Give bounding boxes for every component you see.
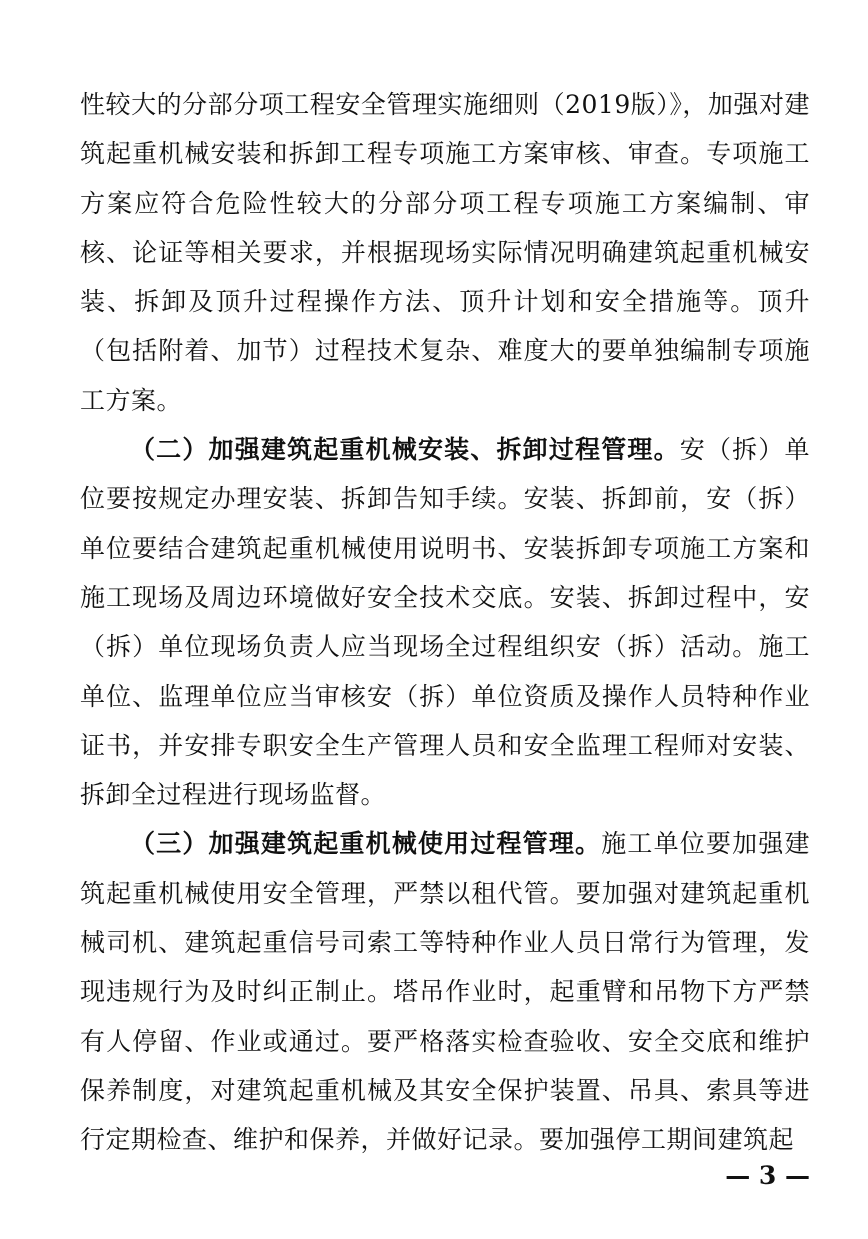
body-text <box>80 80 810 1165</box>
paragraph-3-heading: （三）加强建筑起重机械使用过程管理。 <box>130 829 602 859</box>
paragraph-2-heading: （二）加强建筑起重机械安装、拆卸过程管理。 <box>130 435 680 465</box>
page-number: — 3 — <box>725 1161 810 1190</box>
paragraph-1 <box>80 80 810 425</box>
paragraph-2 <box>80 425 810 819</box>
paragraph-1-text: 性较大的分部分项工程安全管理实施细则（2019版）》，加强对建筑起重机械安装和拆卸工程专项施工方案审核、审查。专项施工方案应符合危险性较大的分部分项工程专项施工方案编制、审核、论证等相关要求，并根据现场实际情况明确建筑起重机械安装、拆卸及顶升过程操作方法、顶升计划和安全措施等。顶升（包括附着、加节）过程技术复杂、难度大的要单独编制专项施工方案。 <box>80 90 810 415</box>
paragraph-3-text: 施工单位要加强建筑起重机械使用安全管理，严禁以租代管。要加强对建筑起重机械司机、建筑起重信号司索工等特种作业人员日常行为管理，发现违规行为及时纠正制止。塔吊作业时，起重臂和吊物下方严禁有人停留、作业或通过。要严格落实检查验收、安全交底和维护保养制度，对建筑起重机械及其安全保护装置、吊具、索具等进行定期检查、维护和保养，并做好记录。要加强停工期间建筑起 <box>80 829 810 1155</box>
paragraph-2-text: 安（拆）单位要按规定办理安装、拆卸告知手续。安装、拆卸前，安（拆）单位要结合建筑起重机械使用说明书、安装拆卸专项施工方案和施工现场及周边环境做好安全技术交底。安装、拆卸过程中，安（拆）单位现场负责人应当现场全过程组织安（拆）活动。施工单位、监理单位应当审核安（拆）单位资质及操作人员特种作业证书，并安排专职安全生产管理人员和安全监理工程师对安装、拆卸全过程进行现场监督。 <box>80 435 810 810</box>
paragraph-3 <box>80 819 810 1164</box>
